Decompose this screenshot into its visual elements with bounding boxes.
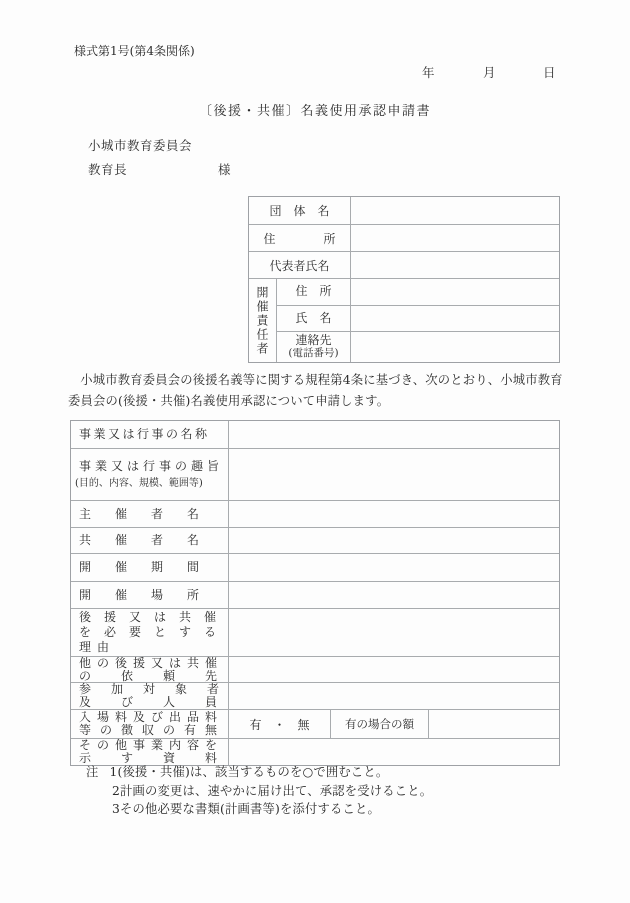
- event-period-value-cell: [229, 554, 559, 581]
- date-day-label: 日: [543, 65, 556, 80]
- page-title: 〔後援・共催〕名義使用承認申請書: [198, 104, 431, 119]
- table-row-representative-name: [249, 251, 559, 278]
- fee-yes-no-options: 有 ・ 無: [229, 710, 331, 738]
- manager-contact-label-line1: 連絡先: [295, 333, 332, 348]
- participants-value-cell: [229, 683, 559, 709]
- event-manager-group-label: 開催責任者: [249, 279, 277, 362]
- addressee-organization: 小城市教育委員会: [88, 138, 193, 153]
- participants-label: 参加対象者 及び人員: [71, 683, 229, 709]
- applicant-info-table: [248, 196, 560, 363]
- table-row-admission-fees: [71, 709, 559, 738]
- sponsorship-reason-label: 後援又は共催 を必要とする 理由: [71, 609, 229, 656]
- event-purpose-label: 事業又は行事の趣旨 (目的、内容、規模、範囲等): [71, 449, 229, 500]
- fee-amount-label: 有の場合の額: [331, 710, 429, 738]
- addressee-honorific: 様: [218, 162, 231, 177]
- manager-contact-value-cell: [351, 332, 559, 362]
- note-item-3: 3その他必要な書類(計画書等)を添付すること。: [112, 802, 380, 816]
- event-period-label: 開催期間: [71, 554, 229, 581]
- manager-name-label: 氏 名: [277, 306, 351, 332]
- date-year-label: 年: [422, 65, 435, 80]
- table-row-other-sponsors: [71, 656, 559, 682]
- organization-address-value-cell: [351, 225, 559, 251]
- sponsorship-reason-value-cell: [229, 609, 559, 656]
- table-row-co-organizer: [71, 527, 559, 553]
- table-row-event-period: [71, 553, 559, 581]
- notes-prefix: 注: [86, 765, 99, 779]
- admission-fees-label: 入場料及び出品料 等の徴収の有無: [71, 710, 229, 738]
- event-venue-value-cell: [229, 582, 559, 608]
- co-organizer-label: 共催者名: [71, 528, 229, 553]
- table-row-manager-address: [277, 279, 559, 305]
- manager-contact-label: [277, 332, 351, 362]
- addressee-role: 教育長: [88, 162, 128, 177]
- table-row-event-purpose: [71, 448, 559, 500]
- organizer-label: 主催者名: [71, 501, 229, 527]
- table-row-event-venue: [71, 581, 559, 608]
- event-name-value-cell: [229, 421, 559, 448]
- table-row-manager-name: [277, 305, 559, 332]
- manager-contact-label-line2: (電話番号): [288, 347, 339, 360]
- organization-name-label: 団 体 名: [249, 197, 351, 224]
- form-number: 様式第1号(第4条関係): [74, 44, 195, 58]
- note-line-1: [86, 763, 432, 782]
- table-row-other-materials: [71, 738, 559, 765]
- representative-name-value-cell: [351, 252, 559, 278]
- table-row-organizer: [71, 500, 559, 527]
- note-item-2: 2計画の変更は、速やかに届け出て、承認を受けること。: [112, 783, 433, 798]
- other-materials-value-cell: [229, 739, 559, 765]
- table-row-participants: [71, 682, 559, 709]
- event-manager-rows: [277, 279, 559, 362]
- other-materials-label: その他事業内容を 示す資料: [71, 739, 229, 765]
- organization-address-label: 住 所: [249, 225, 351, 251]
- organization-name-value-cell: [351, 197, 559, 224]
- table-row-organization-name: [249, 197, 559, 224]
- event-venue-label: 開催場所: [71, 582, 229, 608]
- event-name-label: 事業又は行事の名称: [71, 421, 229, 448]
- event-manager-group: [249, 278, 559, 362]
- manager-address-value-cell: [351, 279, 559, 305]
- note-item-1: 1(後援・共催)は、該当するものを○で囲むこと。: [109, 765, 389, 779]
- fee-amount-value-cell: [429, 710, 559, 738]
- organizer-value-cell: [229, 501, 559, 527]
- table-row-event-name: [71, 421, 559, 448]
- manager-name-value-cell: [351, 306, 559, 332]
- other-sponsors-value-cell: [229, 657, 559, 682]
- table-row-manager-contact: [277, 331, 559, 362]
- table-row-organization-address: [249, 224, 559, 251]
- notes-section: [86, 763, 432, 819]
- representative-name-label: 代表者氏名: [249, 252, 351, 278]
- event-purpose-value-cell: [229, 449, 559, 500]
- event-details-table: [70, 420, 560, 766]
- co-organizer-value-cell: [229, 528, 559, 553]
- application-statement: 小城市教育委員会の後援名義等に関する規程第4条に基づき、次のとおり、小城市教育委員会の(後援・共催)名義使用承認について申請します。: [68, 373, 563, 408]
- table-row-sponsorship-reason: [71, 608, 559, 656]
- other-sponsors-label: 他の後援又は共催 の依頼先: [71, 657, 229, 682]
- date-month-label: 月: [483, 65, 496, 80]
- manager-address-label: 住 所: [277, 279, 351, 305]
